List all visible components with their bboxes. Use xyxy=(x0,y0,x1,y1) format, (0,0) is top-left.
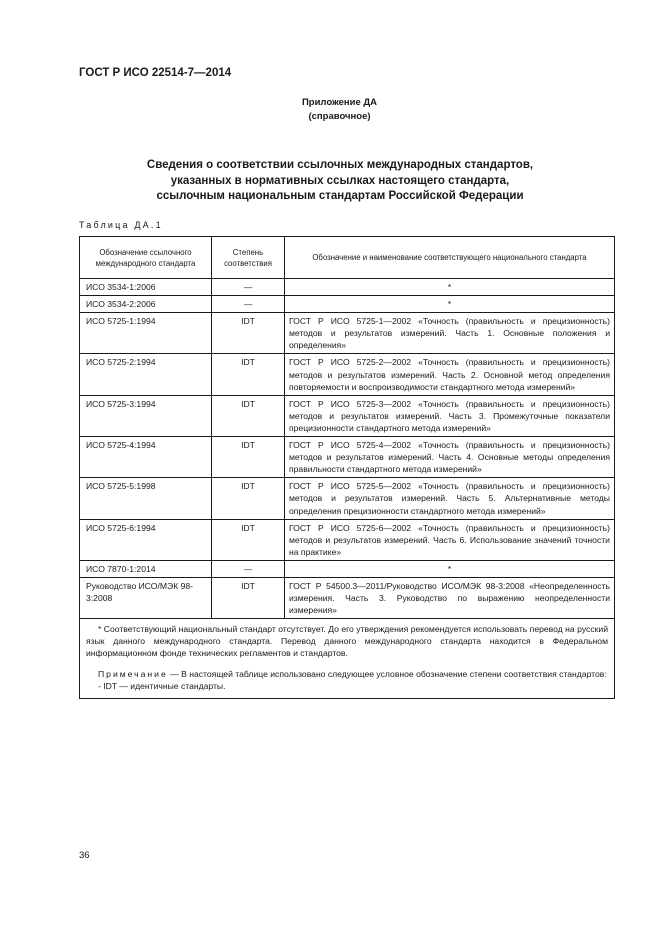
header-national: Обозначение и наименование соответствующего национального стандарта xyxy=(285,237,615,279)
cell-degree: IDT xyxy=(212,437,285,478)
cell-national: ГОСТ Р ИСО 5725-6—2002 «Точность (правильность и прецизионность) методов и результатов измерений. Часть 6. Использование значений точности на практике» xyxy=(285,519,615,560)
cell-national: ГОСТ Р ИСО 5725-3—2002 «Точность (правильность и прецизионность) методов и результатов измерений. Часть 3. Промежуточные показатели прецизионности стандартного метода измерений» xyxy=(285,395,615,436)
cell-national: * xyxy=(285,279,615,296)
section-title xyxy=(100,158,580,205)
table-footer-row xyxy=(80,619,615,698)
page-number: 36 xyxy=(79,850,90,861)
cell-degree: IDT xyxy=(212,313,285,354)
cell-national: ГОСТ Р ИСО 5725-5—2002 «Точность (правильность и прецизионность) методов и результатов измерений. Часть 5. Альтернативные методы определения прецизионности стандартного метода измерений» xyxy=(285,478,615,519)
annex-subtitle: (справочное) xyxy=(308,111,371,122)
cell-degree: IDT xyxy=(212,478,285,519)
cell-standard: Руководство ИСО/МЭК 98-3:2008 xyxy=(80,577,212,618)
table-row xyxy=(80,577,615,618)
cell-standard: ИСО 3534-1:2006 xyxy=(80,279,212,296)
title-line: ссылочным национальным стандартам Российской Федерации xyxy=(156,190,524,202)
document-code: ГОСТ Р ИСО 22514-7—2014 xyxy=(79,67,232,79)
cell-standard: ИСО 5725-5:1998 xyxy=(80,478,212,519)
cell-standard: ИСО 5725-6:1994 xyxy=(80,519,212,560)
cell-national: * xyxy=(285,296,615,313)
annex-title: Приложение ДА xyxy=(301,97,378,108)
header-degree: Степень соответствия xyxy=(212,237,285,279)
table-row xyxy=(80,279,615,296)
table-row xyxy=(80,478,615,519)
header-standard: Обозначение ссылочного международного стандарта xyxy=(80,237,212,279)
cell-standard: ИСО 7870-1:2014 xyxy=(80,560,212,577)
cell-degree: — xyxy=(212,296,285,313)
table-row xyxy=(80,437,615,478)
cell-standard: ИСО 3534-2:2006 xyxy=(80,296,212,313)
note-text: — В настоящей таблице использовано следующее условное обозначение степени соответствия стандартов: xyxy=(167,668,607,679)
table-label: Таблица ДА.1 xyxy=(79,220,163,230)
cell-standard: ИСО 5725-1:1994 xyxy=(80,313,212,354)
cell-standard: ИСО 5725-2:1994 xyxy=(80,354,212,395)
note-label: Примечание xyxy=(98,668,168,679)
cell-national: ГОСТ Р ИСО 5725-1—2002 «Точность (правильность и прецизионность) методов и результатов измерений. Часть 1. Основные положения и определения» xyxy=(285,313,615,354)
cell-degree: IDT xyxy=(212,395,285,436)
footnote: * Соответствующий национальный стандарт отсутствует. До его утверждения рекомендуется использовать перевод на русский язык данного международного стандарта. Перевод данного международного стандарта находится в Федеральном информационном фонде технических регламентов и стандартов. xyxy=(86,624,608,659)
cell-national: ГОСТ Р ИСО 5725-2—2002 «Точность (правильность и прецизионность) методов и результатов измерений. Часть 2. Основной метод определения повторяемости и воспроизводимости стандартного метода измерений» xyxy=(285,354,615,395)
table-footer xyxy=(80,619,615,698)
correspondence-table xyxy=(79,236,615,699)
table-header-row xyxy=(80,237,615,279)
title-line: Сведения о соответствии ссылочных международных стандартов, xyxy=(146,159,534,171)
cell-degree: — xyxy=(212,560,285,577)
cell-degree: IDT xyxy=(212,354,285,395)
cell-national: ГОСТ Р 54500.3—2011/Руководство ИСО/МЭК 98-3:2008 «Неопределенность измерения. Часть 3. Руководство по выражению неопределенности измерения» xyxy=(285,577,615,618)
note-item: - IDT — идентичные стандарты. xyxy=(98,680,226,691)
table-row xyxy=(80,296,615,313)
cell-national: * xyxy=(285,560,615,577)
cell-standard: ИСО 5725-3:1994 xyxy=(80,395,212,436)
cell-degree: IDT xyxy=(212,577,285,618)
table-row xyxy=(80,313,615,354)
cell-national: ГОСТ Р ИСО 5725-4—2002 «Точность (правильность и прецизионность) методов и результатов измерений. Часть 4. Основные методы определения правильности стандартного метода измерений» xyxy=(285,437,615,478)
table-row xyxy=(80,354,615,395)
table-row xyxy=(80,560,615,577)
table-row xyxy=(80,395,615,436)
annex-heading xyxy=(0,96,661,124)
cell-standard: ИСО 5725-4:1994 xyxy=(80,437,212,478)
cell-degree: IDT xyxy=(212,519,285,560)
cell-degree: — xyxy=(212,279,285,296)
title-line: указанных в нормативных ссылках настоящего стандарта, xyxy=(170,174,510,187)
table-row xyxy=(80,519,615,560)
note xyxy=(86,668,608,680)
